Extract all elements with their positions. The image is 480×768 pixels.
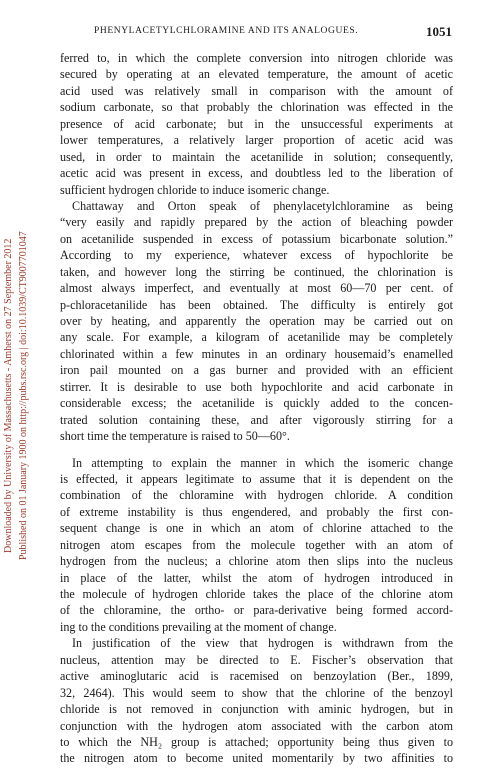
text-line: In justification of the view that hydrogen is withdrawn from the — [72, 636, 453, 651]
text-line: sodium carbonate, so that probably the chlorination was effected in the — [60, 100, 453, 115]
text-line: acid used was relatively small in comparison with the amount of — [60, 83, 453, 98]
text-line: active aminoglutaric acid is racemised on benzoylation (Ber., 1899, — [60, 669, 453, 684]
text-line: stirrer. It is desirable to use both hypochlorite and acid carbonate in — [60, 379, 453, 394]
text-line: sufficient hydrogen chloride to induce isomeric change. — [60, 182, 330, 197]
paragraph-4 — [60, 635, 453, 767]
text-line: chloride is not removed in conjunction with aminic hydrogen, but in — [60, 702, 453, 717]
paragraph-2 — [60, 198, 453, 445]
body-text — [60, 50, 453, 767]
text-line: ferred to, in which the complete conversion into nitrogen chloride was — [60, 51, 453, 65]
text-line: secured by operating at an elevated temperature, the amount of acetic — [60, 67, 453, 82]
text-line: nitrogen atom escapes from the molecule together with an atom of — [60, 537, 453, 552]
text-line: the molecule of hydrogen chloride takes the place of the chlorine atom — [60, 587, 453, 601]
text-line: taken, and however long the stirring be continued, the chlorination is — [60, 264, 453, 279]
text-line: Chattaway and Orton speak of phenylacetylchloramine as being — [72, 198, 453, 213]
text-line: any scale. For example, a kilogram of acetanilide may be completely — [60, 330, 453, 345]
text-line: ing to the conditions prevailing at the moment of change. — [60, 619, 337, 634]
page-number: 1051 — [426, 24, 452, 39]
text-line: lower temperatures, a relatively larger proportion of acetic acid was — [60, 133, 453, 148]
text-line: “very easily and rapidly prepared by the action of bleaching powder — [60, 215, 453, 230]
text-line: on acetanilide suspended in excess of potassium bicarbonate solution.” — [60, 231, 453, 246]
text-line: of extreme instability is thus engendered, and probably the first con- — [60, 504, 453, 519]
text-line: is effected, it appears legitimate to assume that it is dependent on the — [60, 471, 453, 486]
text-line: over by heating, and apparently the operation may be carried out on — [60, 314, 453, 328]
section-gap — [60, 445, 453, 455]
text-line: presence of acid carbonate; but in the unsuccessful experiments at — [60, 116, 453, 131]
text-line: in place of the latter, whilst the atom of hydrogen introduced in — [60, 570, 453, 585]
text-line: considerable excess; the acetanilide is quickly added to the concen- — [60, 396, 453, 411]
text-line: trated solution containing these, and after vigorously stirring for a — [60, 412, 453, 427]
text-line: to which the NH₂ group is attached; opportunity being thus given to — [60, 734, 453, 749]
text-line: iron pail mounted on a gas burner and provided with an efficient — [60, 363, 453, 378]
text-line: nucleus, attention may be directed to E. Fischer’s observation that — [60, 652, 453, 667]
text-line: p-chloracetanilide has been obtained. The difficulty is entirely got — [60, 297, 453, 312]
text-line: the nitrogen atom to become united momentarily by two affinities to — [60, 751, 453, 766]
text-line: According to my experience, whatever excess of hypochlorite be — [60, 248, 453, 263]
text-line: chlorinated within a few minutes in an ordinary housemaid’s enamelled — [60, 346, 453, 361]
text-line: In attempting to explain the manner in which the isomeric change — [72, 455, 453, 470]
running-title: PHENYLACETYLCHLORAMINE AND ITS ANALOGUES. — [94, 26, 359, 36]
margin-notes — [0, 86, 38, 706]
text-line: conjunction with the hydrogen atom associated with the carbon atom — [60, 718, 453, 733]
text-line: sequent change is one in which an atom of chlorine attached to the — [60, 521, 453, 536]
text-line: used, in order to maintain the acetanilide in solution; consequently, — [60, 149, 453, 164]
text-line: almost always imperfect, and eventually at most 60—70 per cent. of — [60, 281, 453, 296]
text-line: acetic acid was present in excess, and doubtless led to the liberation of — [60, 166, 453, 181]
running-header — [60, 26, 452, 42]
download-notice: Downloaded by University of Massachusetts - Amherst on 27 September 2012 — [3, 238, 14, 554]
paragraph-3 — [60, 455, 453, 636]
text-line: combination of the chloramine with hydrogen chloride. A condition — [60, 488, 453, 503]
text-line: 32, 2464). This would seem to show that the chlorine of the benzoyl — [60, 685, 453, 700]
text-line: hydrogen from the nucleus; a chlorine atom then slips into the nucleus — [60, 554, 453, 569]
text-line: short time the temperature is raised to 50—60°. — [60, 429, 290, 444]
text-line: of the chloramine, the ortho- or para-derivative being formed accord- — [60, 603, 453, 618]
publication-notice: Published on 01 January 1900 on http://pubs.rsc.org | doi:10.1039/CT9007701047 — [18, 231, 29, 561]
paragraph-1 — [60, 50, 453, 198]
